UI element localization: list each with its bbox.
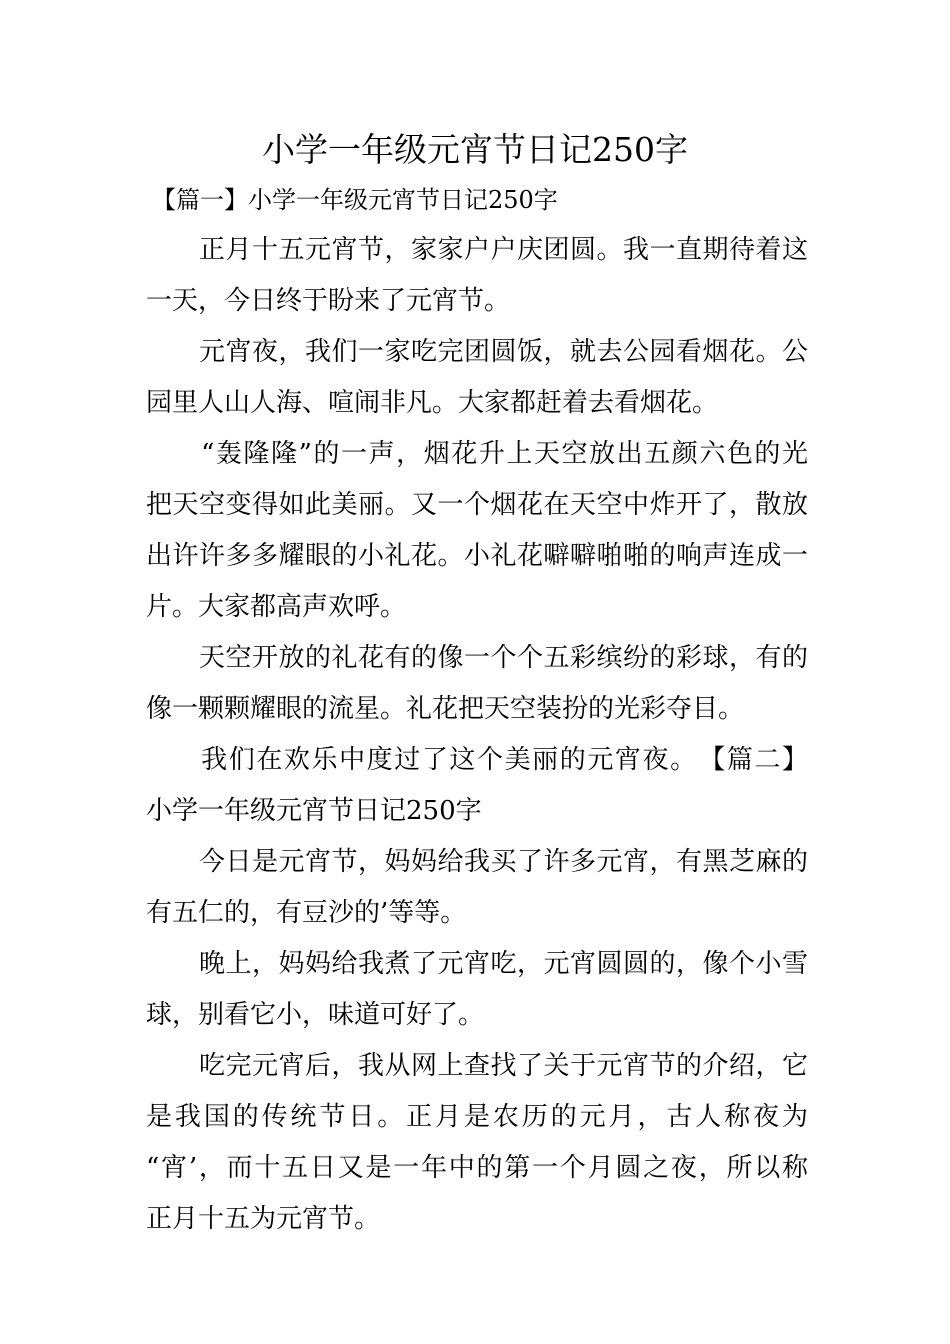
document-body <box>146 228 808 1248</box>
text-line: 一天，今日终于盼来了元宵节。 <box>146 286 511 316</box>
text-line: “宵’，而十五日又是一年中的第一个月圆之夜，所以称 <box>146 1153 808 1183</box>
text-line: 小学一年级元宵节日记250字 <box>146 796 482 826</box>
text-line: 天空开放的礼花有的像一个个五彩缤纷的彩球，有的 <box>146 643 808 673</box>
text-line: 吃完元宵后，我从网上查找了关于元宵节的介绍，它 <box>146 1051 808 1081</box>
text-line: 元宵夜，我们一家吃完团圆饭，就去公园看烟花。公 <box>146 337 808 367</box>
text-line: 园里人山人海、喧闹非凡。大家都赶着去看烟花。 <box>146 388 719 418</box>
text-line: 正月十五为元宵节。 <box>146 1204 381 1234</box>
text-line: 有五仁的，有豆沙的’等等。 <box>146 898 467 928</box>
document-title: 小学一年级元宵节日记250字 <box>262 130 688 169</box>
text-line: 球，别看它小，味道可好了。 <box>146 1000 485 1030</box>
text-line: 今日是元宵节，妈妈给我买了许多元宵，有黑芝麻的 <box>146 847 808 877</box>
text-line: 正月十五元宵节，家家户户庆团圆。我一直期待着这 <box>146 235 808 265</box>
text-line: 出许许多多耀眼的小礼花。小礼花噼噼啪啪的响声连成一 <box>146 541 808 571</box>
text-line: 片。大家都高声欢呼。 <box>146 592 407 622</box>
text-line: 我们在欢乐中度过了这个美丽的元宵夜。 【篇二】 <box>146 745 808 775</box>
text-line: 晚上，妈妈给我煮了元宵吃，元宵圆圆的，像个小雪 <box>146 949 808 979</box>
text-line: “轰隆隆”的一声，烟花升上天空放出五颜六色的光 <box>146 439 808 469</box>
section-heading: 【篇一】小学一年级元宵节日记250字 <box>152 186 558 214</box>
text-line: 像一颗颗耀眼的流星。礼花把天空装扮的光彩夺目。 <box>146 694 745 724</box>
text-line: 把天空变得如此美丽。又一个烟花在天空中炸开了，散放 <box>146 490 808 520</box>
text-line: 是我国的传统节日。正月是农历的元月，古人称夜为 <box>146 1102 808 1132</box>
